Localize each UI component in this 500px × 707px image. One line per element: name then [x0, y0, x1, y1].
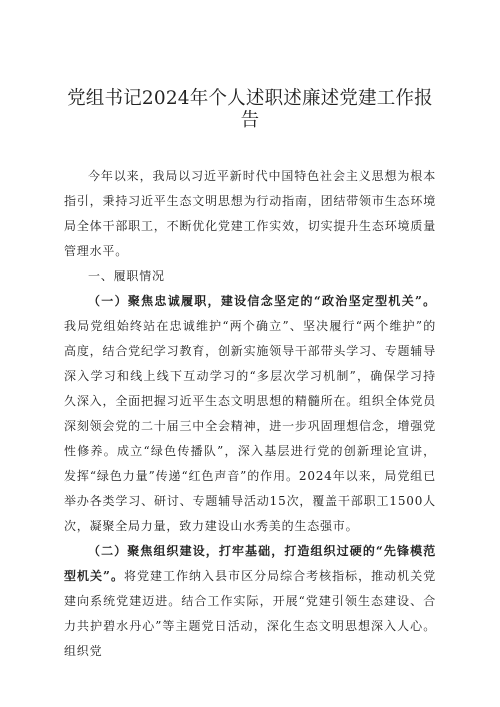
subsection-1-paragraph: [64, 289, 436, 539]
subsection-2-paragraph: [64, 539, 436, 664]
subsection-1-heading: （一）聚焦忠诚履职，建设信念坚定的“政治坚定型机关”。: [88, 294, 436, 308]
section-heading-performance: 一、履职情况: [88, 269, 165, 283]
subsection-2-heading: （二）聚焦组织建设，打牢基础，打造组织过硬的“先锋模范型机关”。: [64, 544, 436, 583]
intro-paragraph: 今年以来，我局以习近平新时代中国特色社会主义思想为根本指引，秉持习近平生态文明思想为行动指南，团结带领市生态环境局全体干部职工，不断优化党建工作实效，切实提升生态环境质量管理水平。: [64, 169, 436, 258]
document-title: 党组书记2024年个人述职述廉述党建工作报告: [67, 88, 433, 131]
subsection-2-body: 将党建工作纳入县市区分局综合考核指标，推动机关党建向系统党建迈进。结合工作实际，开展“党建引领生态建设、合力共护碧水丹心”等主题党日活动，深化生态文明思想深入人心。组织党: [64, 569, 437, 658]
subsection-1-body: 我局党组始终站在忠诚维护“两个确立”、坚决履行“两个维护”的高度，结合党纪学习教育，创新实施领导干部带头学习、专题辅导深入学习和线上线下互动学习的“多层次学习机制”，确保学习持久深入，全面把握习近平生态文明思想的精髓所在。组织全体党员深刻领会党的二十届三中全会精神，进一步巩固理想信念，增强党性修养。成立“绿色传播队”，深入基层进行党的创新理论宣讲，发挥“绿色力量”传递“红色声音”的作用。2024年以来，局党组已举办各类学习、研讨、专题辅导活动15次，覆盖干部职工1500人次，凝聚全局力量，致力建设山水秀美的生态强市。: [64, 319, 436, 533]
